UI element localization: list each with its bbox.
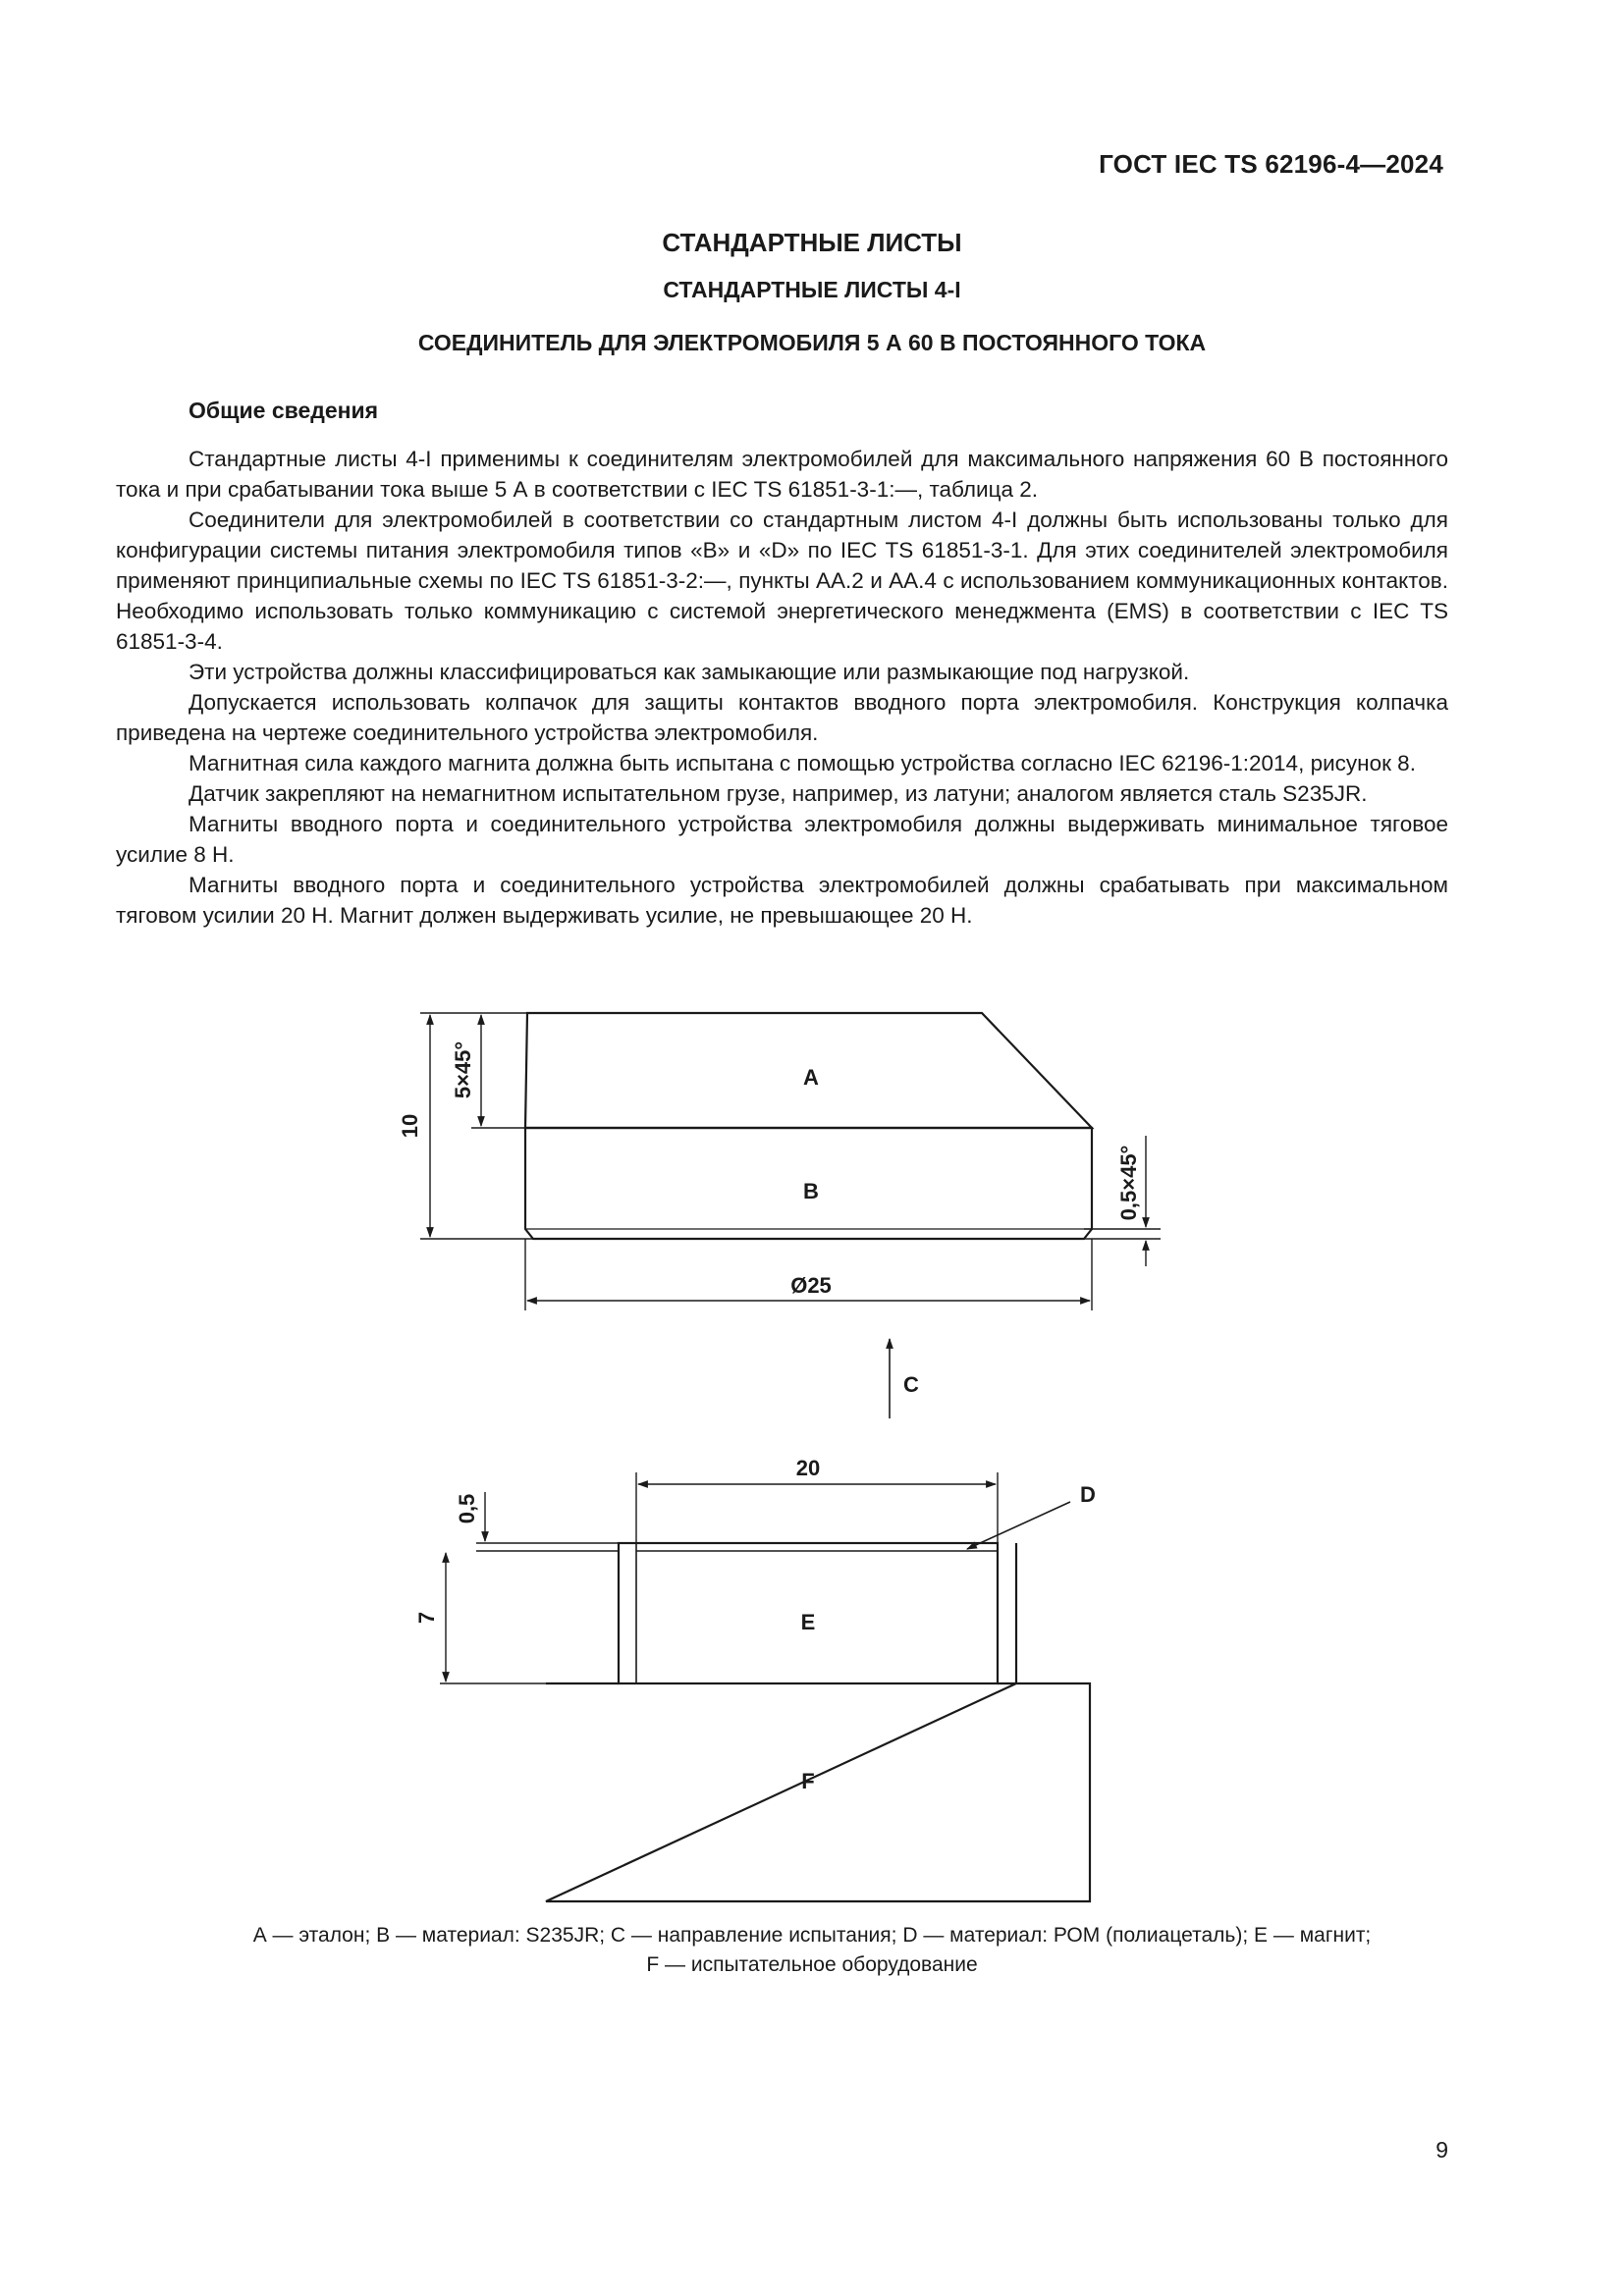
dim-width-magnet <box>636 1472 998 1543</box>
label-d: D <box>1080 1482 1096 1507</box>
label-c: С <box>903 1372 919 1397</box>
dim-label-chamfer-top: 5×45° <box>451 1041 475 1099</box>
dim-label-height-magnet: 7 <box>414 1611 439 1625</box>
drawing-svg <box>0 991 1624 1914</box>
caption-line: F — испытательное оборудование <box>646 1953 978 1976</box>
paragraph: Соединители для электромобилей в соответствии со стандартным листом 4-I должны быть использованы только для конфигурации системы питания электромобиля типов «В» и «D» по IEC TS 61851-3-1. Для этих соединителей электромобиля применяют принципиальные схемы по IEC TS 61851-3-2:—, пункты АА.2 и АА.4 с использованием коммуникационных контактов. Необходимо использовать только коммуникацию с системой энергетического менеджмента (EMS) в соответствии с IEC TS 61851-3-4. <box>116 507 1448 654</box>
paragraph: Эти устройства должны классифицироваться как замыкающие или размыкающие под нагрузкой. <box>189 660 1190 684</box>
paragraph: Стандартные листы 4-I применимы к соединителям электромобилей для максимального напряжения 60 В постоянного тока и при срабатывании тока выше 5 А в соответствии с IEC TS 61851-3-1:—, таблица 2. <box>116 447 1448 502</box>
dim-label-chamfer-bottom: 0,5×45° <box>1116 1145 1141 1221</box>
dim-label-width-magnet: 20 <box>795 1456 821 1480</box>
section-heading: Общие сведения <box>189 398 379 423</box>
body-text <box>116 444 1448 931</box>
dim-chamfer-top <box>471 1015 525 1128</box>
label-b: В <box>803 1179 819 1203</box>
label-f: F <box>801 1769 815 1793</box>
title-main: СТАНДАРТНЫЕ ЛИСТЫ <box>662 228 962 257</box>
paragraph: Допускается использовать колпачок для защиты контактов вводного порта электромобиля. Конструкция колпачка приведена на чертеже соединительного устройства электромобиля. <box>116 690 1448 745</box>
label-e: Е <box>800 1610 816 1634</box>
technical-drawing <box>0 991 1624 1919</box>
label-a: А <box>803 1065 819 1090</box>
standard-number: ГОСТ IEC TS 62196-4—2024 <box>1099 149 1443 179</box>
dim-gap <box>476 1492 619 1551</box>
caption-line: А — эталон; В — материал: S235JR; С — направление испытания; D — материал: РОМ (полиацеталь); Е — магнит; <box>252 1924 1372 1947</box>
paragraph: Магниты вводного порта и соединительного устройства электромобиля должны выдерживать минимальное тяговое усилие 8 Н. <box>116 812 1448 867</box>
dim-label-height-total: 10 <box>398 1113 422 1139</box>
leader-d <box>967 1502 1070 1549</box>
paragraph: Магнитная сила каждого магнита должна быть испытана с помощью устройства согласно IEC 62196-1:2014, рисунок 8. <box>189 751 1416 775</box>
dim-label-diameter: Ø25 <box>790 1273 832 1298</box>
paragraph: Датчик закрепляют на немагнитном испытательном грузе, например, из латуни; аналогом является сталь S235JR. <box>189 781 1368 806</box>
dim-height-magnet <box>440 1553 546 1683</box>
dim-height-total <box>420 1013 533 1239</box>
dim-label-gap: 0,5 <box>455 1493 479 1524</box>
title-subject: СОЕДИНИТЕЛЬ ДЛЯ ЭЛЕКТРОМОБИЛЯ 5 А 60 В ПОСТОЯННОГО ТОКА <box>417 330 1207 355</box>
figure-caption <box>118 1921 1506 1980</box>
paragraph: Магниты вводного порта и соединительного устройства электромобилей должны срабатывать при максимальном тяговом усилии 20 Н. Магнит должен выдерживать усилие, не превышающее 20 Н. <box>116 873 1448 928</box>
page-number: 9 <box>1435 2137 1448 2163</box>
title-sub: СТАНДАРТНЫЕ ЛИСТЫ 4-I <box>663 277 961 302</box>
part-f-outline <box>546 1543 1090 1901</box>
